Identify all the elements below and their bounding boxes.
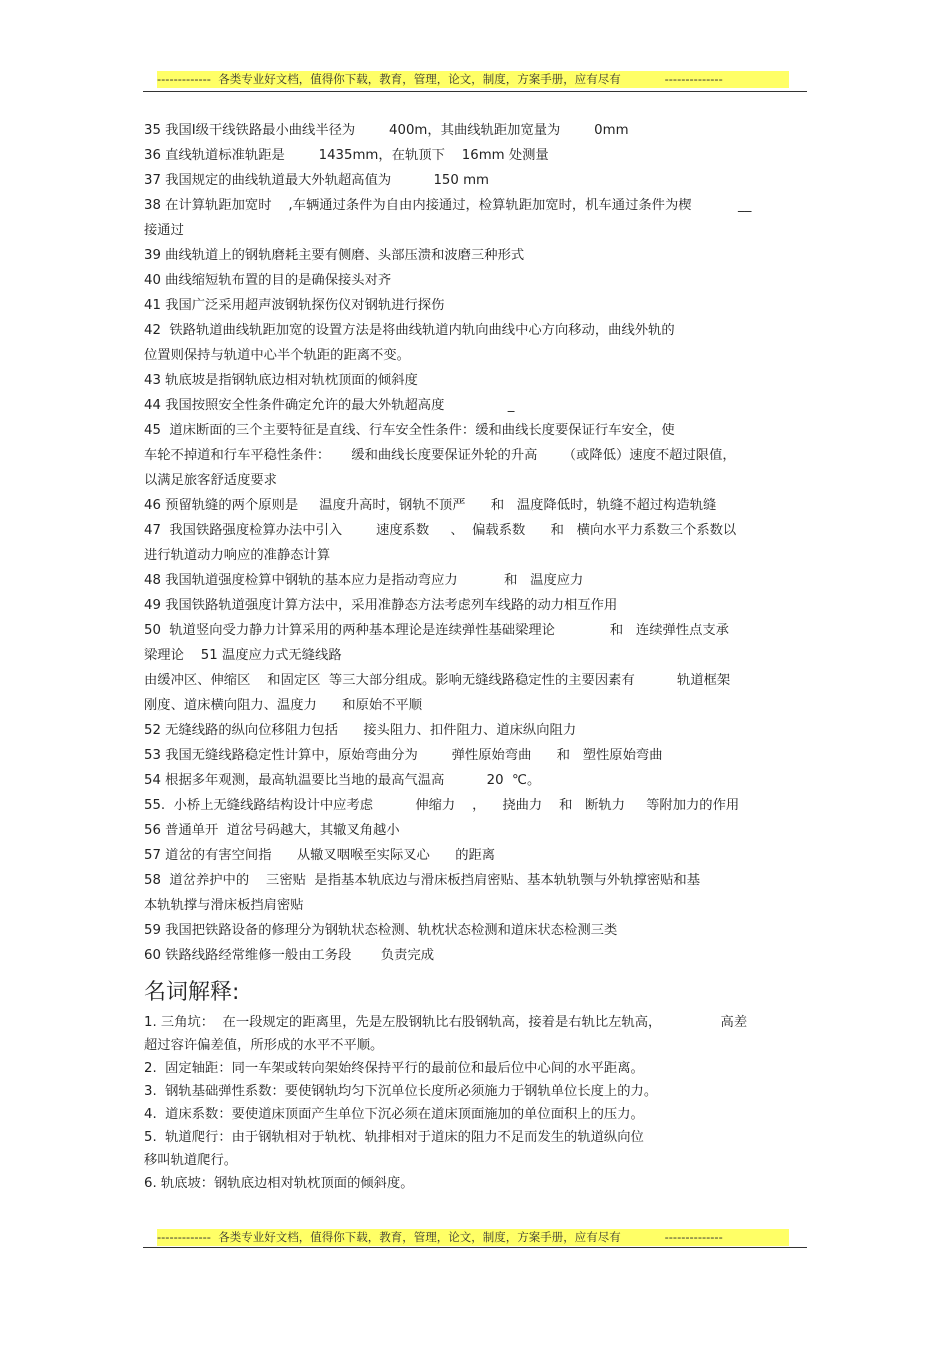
answer-line: 42 铁路轨道曲线轨距加宽的设置方法是将曲线轨道内轨向曲线中心方向移动，曲线外轨的 — [144, 323, 675, 338]
header-rule — [143, 91, 807, 92]
definition-line: 4. 道床系数：要使道床顶面产生单位下沉必须在道床顶面施加的单位面积上的压力。 — [144, 1107, 644, 1122]
header-banner: ------------- 各类专业好文档，值得你下载，教育，管理，论文，制度，方案手册，应有尽有 -------------- — [157, 71, 789, 88]
answer-line: 44 我国按照安全性条件确定允许的最大外轨超高度 _ — [144, 398, 515, 413]
definition-line: 1. 三角坑： 在一段规定的距离里，先是左股钢轨比右股钢轨高，接着是右轨比左轨高， 高差 — [144, 1015, 748, 1030]
answer-line: 位置则保持与轨道中心半个轨距的距离不变。 — [144, 348, 410, 363]
section-title: 名词解释: — [144, 980, 240, 1005]
answer-line: 58 道岔养护中的 三密贴 是指基本轨底边与滑床板挡肩密贴、基本轨轨颚与外轨撑密贴和基 — [144, 873, 701, 888]
definition-line: 2. 固定轴距：同一车架或转向架始终保持平行的最前位和最后位中心间的水平距离。 — [144, 1061, 644, 1076]
answer-line: 46 预留轨缝的两个原则是 温度升高时，钢轨不顶严 和 温度降低时，轨缝不超过构造轨缝 — [144, 498, 717, 513]
definition-line: 5. 轨道爬行：由于钢轨相对于轨枕、轨排相对于道床的阻力不足而发生的轨道纵向位 — [144, 1130, 644, 1145]
answer-line: 37 我国规定的曲线轨道最大外轨超高值为 150 mm — [144, 173, 489, 188]
answer-line: 57 道岔的有害空间指 从辙叉咽喉至实际叉心 的距离 — [144, 848, 496, 863]
answer-line: 43 轨底坡是指钢轨底边相对轨枕顶面的倾斜度 — [144, 373, 418, 388]
answer-line: 本轨轨撑与滑床板挡肩密贴 — [144, 898, 304, 913]
answer-line: 60 铁路线路经常维修一般由工务段 负责完成 — [144, 948, 435, 963]
answer-line: 59 我国把铁路设备的修理分为钢轨状态检测、轨枕状态检测和道床状态检测三类 — [144, 923, 618, 938]
answer-line: 车轮不掉道和行车平稳性条件： 缓和曲线长度要保证外轮的升高 （或降低）速度不超过限值， — [144, 448, 736, 463]
answer-line: 38 在计算轨距加宽时 ,车辆通过条件为自由内接通过，检算轨距加宽时，机车通过条件为楔 __ — [144, 198, 752, 213]
answer-line: 40 曲线缩短轨布置的目的是确保接头对齐 — [144, 273, 392, 288]
answer-line: 由缓冲区、伸缩区 和固定区 等三大部分组成。影响无缝线路稳定性的主要因素有 轨道框架 — [144, 673, 731, 688]
answer-line: 55. 小桥上无缝线路结构设计中应考虑 伸缩力 ， 挠曲力 和 断轨力 等附加力的作用 — [144, 798, 740, 813]
definition-line: 3. 钢轨基础弹性系数：要使钢轨均匀下沉单位长度所必须施力于钢轨单位长度上的力。 — [144, 1084, 658, 1099]
definitions-list — [144, 1013, 808, 1197]
footer-rule — [143, 1247, 807, 1248]
answer-line: 梁理论 51 温度应力式无缝线路 — [144, 648, 342, 663]
footer-banner: ------------- 各类专业好文档，值得你下载，教育，管理，论文，制度，方案手册，应有尽有 -------------- — [157, 1229, 789, 1246]
answer-line: 48 我国轨道强度检算中钢轨的基本应力是指动弯应力 和 温度应力 — [144, 573, 584, 588]
answer-line: 36 直线轨道标准轨距是 1435mm，在轨顶下 16mm 处测量 — [144, 148, 549, 163]
answer-line: 35 我国Ⅰ级干线铁路最小曲线半径为 400m，其曲线轨距加宽量为 0mm — [144, 123, 629, 138]
definition-line: 超过容许偏差值，所形成的水平不平顺。 — [144, 1038, 384, 1053]
fill-in-answers — [144, 121, 808, 971]
answer-line: 49 我国铁路轨道强度计算方法中，采用准静态方法考虑列车线路的动力相互作用 — [144, 598, 618, 613]
document-body — [144, 121, 808, 1197]
answer-line: 45 道床断面的三个主要特征是直线、行车安全性条件：缓和曲线长度要保证行车安全，使 — [144, 423, 675, 438]
answer-line: 以满足旅客舒适度要求 — [144, 473, 277, 488]
answer-line: 进行轨道动力响应的准静态计算 — [144, 548, 331, 563]
answer-line: 50 轨道竖向受力静力计算采用的两种基本理论是连续弹性基础梁理论 和 连续弹性点支承 — [144, 623, 729, 638]
answer-line: 47 我国铁路强度检算办法中引入 速度系数 、 偏载系数 和 横向水平力系数三个系数以 — [144, 523, 737, 538]
definition-line: 6. 轨底坡：钢轨底边相对轨枕顶面的倾斜度。 — [144, 1176, 414, 1191]
answer-line: 接通过 — [144, 223, 184, 238]
answer-line: 52 无缝线路的纵向位移阻力包括 接头阻力、扣件阻力、道床纵向阻力 — [144, 723, 577, 738]
answer-line: 54 根据多年观测，最高轨温要比当地的最高气温高 20 ℃。 — [144, 773, 541, 788]
answer-line: 39 曲线轨道上的钢轨磨耗主要有侧磨、头部压溃和波磨三种形式 — [144, 248, 525, 263]
answer-line: 53 我国无缝线路稳定性计算中，原始弯曲分为 弹性原始弯曲 和 塑性原始弯曲 — [144, 748, 663, 763]
answer-line: 56 普通单开 道岔号码越大，其辙叉角越小 — [144, 823, 400, 838]
answer-line: 刚度、道床横向阻力、温度力 和原始不平顺 — [144, 698, 423, 713]
definition-line: 移叫轨道爬行。 — [144, 1153, 238, 1168]
answer-line: 41 我国广泛采用超声波钢轨探伤仪对钢轨进行探伤 — [144, 298, 445, 313]
